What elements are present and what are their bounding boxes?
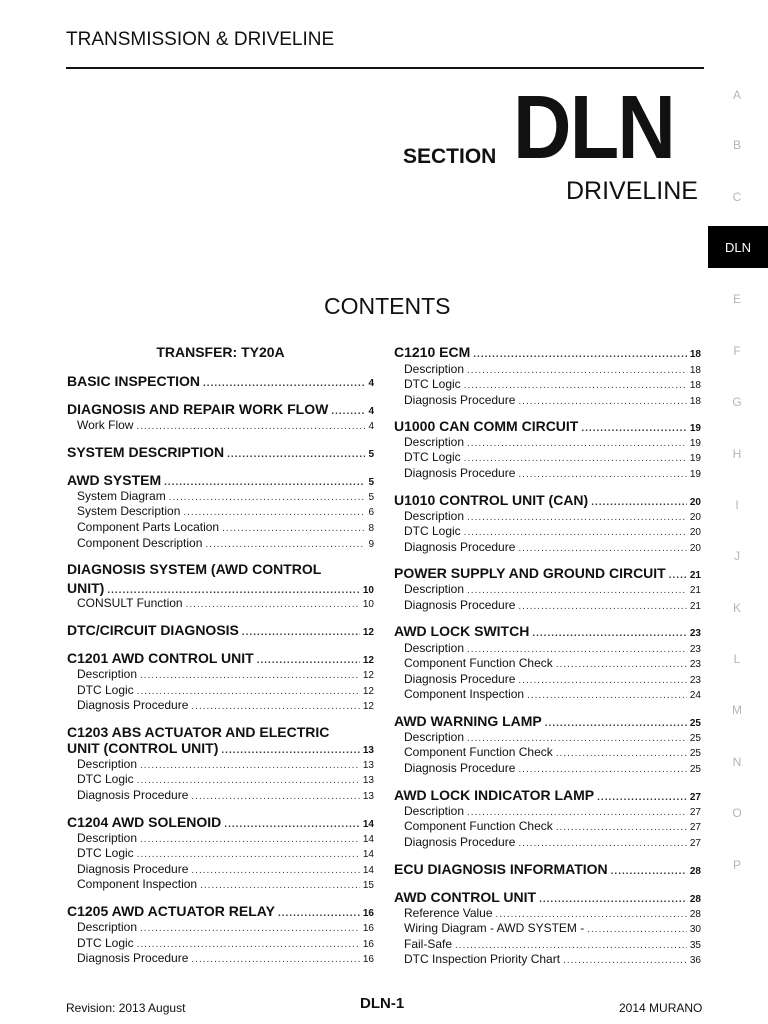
toc-entry[interactable]: DTC Logic ..... 20 <box>394 524 701 538</box>
toc-entry[interactable]: Reference Value ..... 28 <box>394 906 701 920</box>
toc-entry[interactable]: Description ..... 12 <box>67 667 374 681</box>
toc-entry[interactable]: Description ..... 21 <box>394 582 701 596</box>
side-index-letter[interactable]: N <box>732 755 742 769</box>
toc-entry[interactable]: POWER SUPPLY AND GROUND CIRCUIT ..... 21 <box>394 565 701 581</box>
contents-title: CONTENTS <box>324 293 451 319</box>
toc-entry[interactable]: Component Inspection ..... 24 <box>394 687 701 701</box>
header-title: TRANSMISSION & DRIVELINE <box>66 29 335 50</box>
toc-entry[interactable]: Diagnosis Procedure ..... 16 <box>67 951 374 965</box>
toc-entry[interactable]: Component Function Check ..... 23 <box>394 656 701 670</box>
toc-entry[interactable]: UNIT (CONTROL UNIT) ..... 13 <box>67 740 374 756</box>
toc-subtitle: TRANSFER: TY20A <box>156 344 285 360</box>
side-index <box>706 0 768 1024</box>
toc-entry[interactable]: Diagnosis Procedure ..... 19 <box>394 466 701 480</box>
toc-entry[interactable]: Fail-Safe ..... 35 <box>394 937 701 951</box>
footer-revision: Revision: 2013 August <box>66 1001 186 1015</box>
toc-entry[interactable]: BASIC INSPECTION ..... 4 <box>67 373 374 389</box>
toc-entry[interactable]: DTC Logic ..... 16 <box>67 936 374 950</box>
toc-entry[interactable]: C1201 AWD CONTROL UNIT ..... 12 <box>67 650 374 666</box>
toc-entry-line[interactable]: DIAGNOSIS SYSTEM (AWD CONTROL <box>67 561 322 577</box>
toc-entry[interactable]: Diagnosis Procedure ..... 25 <box>394 761 701 775</box>
toc-entry[interactable]: DTC/CIRCUIT DIAGNOSIS ..... 12 <box>67 622 374 638</box>
toc-entry[interactable]: AWD SYSTEM ..... 5 <box>67 472 374 488</box>
toc-entry[interactable]: System Description ..... 6 <box>67 504 374 518</box>
side-index-letter[interactable]: I <box>735 498 739 512</box>
toc-entry[interactable]: Diagnosis Procedure ..... 27 <box>394 835 701 849</box>
toc-entry[interactable]: Description ..... 19 <box>394 435 701 449</box>
toc-entry[interactable]: Diagnosis Procedure ..... 20 <box>394 540 701 554</box>
toc-entry[interactable]: SYSTEM DESCRIPTION ..... 5 <box>67 444 374 460</box>
toc-entry[interactable]: Component Parts Location ..... 8 <box>67 520 374 534</box>
toc-entry[interactable]: Diagnosis Procedure ..... 13 <box>67 788 374 802</box>
side-index-letter[interactable]: B <box>732 138 741 152</box>
section-word: SECTION <box>403 145 497 168</box>
toc-entry[interactable]: C1204 AWD SOLENOID ..... 14 <box>67 814 374 830</box>
toc-entry[interactable]: DTC Logic ..... 13 <box>67 772 374 786</box>
toc-entry[interactable]: Component Function Check ..... 25 <box>394 745 701 759</box>
footer-page-number: DLN-1 <box>360 995 405 1012</box>
toc-entry[interactable]: Description ..... 18 <box>394 362 701 376</box>
toc-entry[interactable]: U1010 CONTROL UNIT (CAN) ..... 20 <box>394 492 701 508</box>
toc-entry[interactable]: Component Inspection ..... 15 <box>67 877 374 891</box>
toc-entry[interactable]: Description ..... 13 <box>67 757 374 771</box>
toc-entry[interactable]: DTC Logic ..... 14 <box>67 846 374 860</box>
toc-entry[interactable]: Description ..... 23 <box>394 641 701 655</box>
toc-entry[interactable]: Diagnosis Procedure ..... 23 <box>394 672 701 686</box>
side-index-letter[interactable]: O <box>732 806 742 820</box>
side-index-active-tab[interactable]: DLN <box>708 226 768 268</box>
toc-entry[interactable]: DIAGNOSIS AND REPAIR WORK FLOW ..... 4 <box>67 401 374 417</box>
side-index-letter[interactable]: G <box>732 395 742 409</box>
toc-entry[interactable]: Work Flow ..... 4 <box>67 418 374 432</box>
side-index-letter[interactable]: M <box>732 703 742 717</box>
toc-entry[interactable]: AWD CONTROL UNIT ..... 28 <box>394 889 701 905</box>
side-index-letter[interactable]: H <box>732 447 742 461</box>
toc-entry[interactable]: Wiring Diagram - AWD SYSTEM - ..... 30 <box>394 921 701 935</box>
toc-entry[interactable]: UNIT) ..... 10 <box>67 580 374 596</box>
side-index-letter[interactable]: F <box>733 344 741 358</box>
side-index-letter[interactable]: A <box>732 88 741 102</box>
side-index-letter[interactable]: P <box>732 858 741 872</box>
footer-model: 2014 MURANO <box>619 1001 703 1015</box>
toc-entry[interactable]: U1000 CAN COMM CIRCUIT ..... 19 <box>394 418 701 434</box>
toc-entry[interactable]: Description ..... 16 <box>67 920 374 934</box>
toc-entry[interactable]: DTC Logic ..... 18 <box>394 377 701 391</box>
toc-entry-line[interactable]: C1203 ABS ACTUATOR AND ELECTRIC <box>67 724 330 740</box>
toc-entry[interactable]: Component Description ..... 9 <box>67 536 374 550</box>
toc-entry[interactable]: Diagnosis Procedure ..... 14 <box>67 862 374 876</box>
side-index-letter[interactable]: E <box>732 292 741 306</box>
side-index-letter[interactable]: L <box>733 652 741 666</box>
toc-entry[interactable]: AWD LOCK SWITCH ..... 23 <box>394 623 701 639</box>
section-code: DLN <box>513 78 675 178</box>
toc-entry[interactable]: DTC Logic ..... 12 <box>67 683 374 697</box>
toc-entry[interactable]: Description ..... 20 <box>394 509 701 523</box>
toc-entry[interactable]: System Diagram ..... 5 <box>67 489 374 503</box>
section-name: DRIVELINE <box>566 177 698 205</box>
side-index-letter[interactable]: J <box>734 549 740 563</box>
toc-entry[interactable]: ECU DIAGNOSIS INFORMATION ..... 28 <box>394 861 701 877</box>
toc-entry[interactable]: Diagnosis Procedure ..... 12 <box>67 698 374 712</box>
toc-entry[interactable]: Description ..... 27 <box>394 804 701 818</box>
header-rule <box>66 67 704 69</box>
side-index-letter[interactable]: C <box>732 190 742 204</box>
toc-entry[interactable]: CONSULT Function ..... 10 <box>67 596 374 610</box>
toc-entry[interactable]: AWD LOCK INDICATOR LAMP ..... 27 <box>394 787 701 803</box>
side-index-letter[interactable]: K <box>732 601 741 615</box>
toc-entry[interactable]: AWD WARNING LAMP ..... 25 <box>394 713 701 729</box>
toc-entry[interactable]: Diagnosis Procedure ..... 21 <box>394 598 701 612</box>
toc-entry[interactable]: DTC Inspection Priority Chart ..... 36 <box>394 952 701 966</box>
toc-entry[interactable]: Description ..... 14 <box>67 831 374 845</box>
toc-entry[interactable]: Diagnosis Procedure ..... 18 <box>394 393 701 407</box>
toc-entry[interactable]: Description ..... 25 <box>394 730 701 744</box>
toc-entry[interactable]: C1210 ECM ..... 18 <box>394 344 701 360</box>
toc-entry[interactable]: C1205 AWD ACTUATOR RELAY ..... 16 <box>67 903 374 919</box>
toc-entry[interactable]: Component Function Check ..... 27 <box>394 819 701 833</box>
toc-entry[interactable]: DTC Logic ..... 19 <box>394 450 701 464</box>
